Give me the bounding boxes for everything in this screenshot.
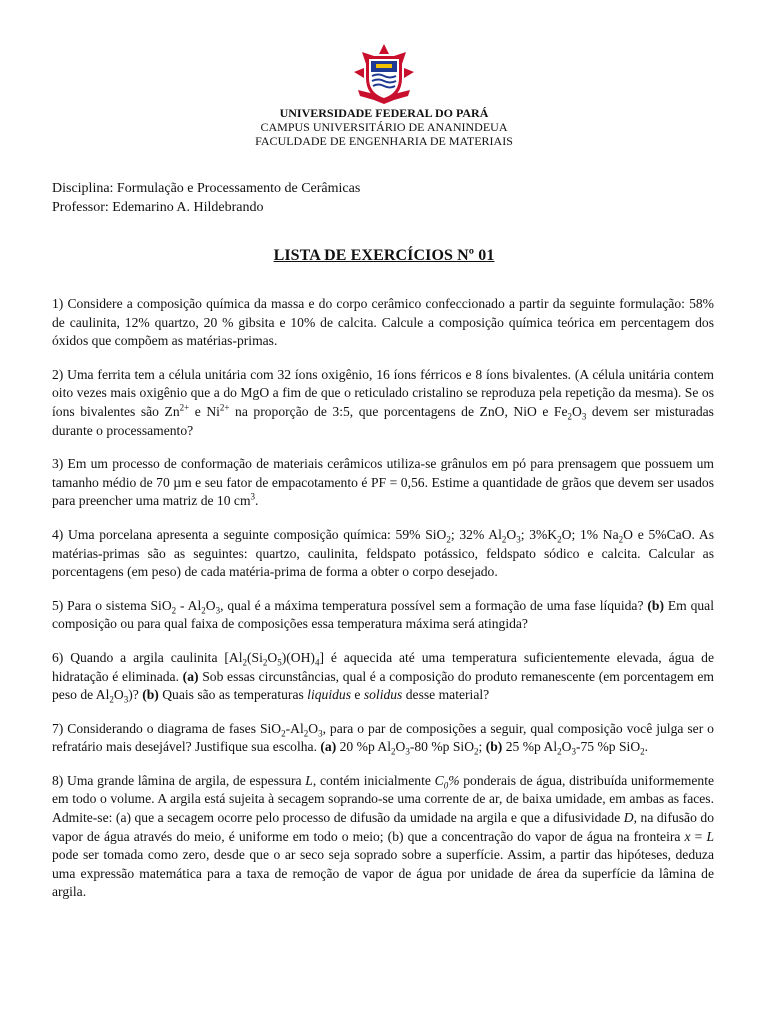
exercise-text: )(OH) (281, 649, 315, 665)
exercise-text: )? (128, 687, 143, 703)
campus-name: CAMPUS UNIVERSITÁRIO DE ANANINDEUA (260, 120, 508, 134)
exercise-text: . (255, 493, 259, 509)
exercise-text: , contém inicialmente (312, 772, 435, 788)
exercise-text: 3 (250, 491, 256, 502)
exercise-text: = (690, 828, 707, 844)
exercise-text: 2 (618, 534, 624, 545)
exercise-text: ponderais de água, distribuída uniformemente em todo o volume. A argila está sujeita à secagem soprando-se uma corrente de ar, de baixa umidade, em ambas as faces. Admite-se: (a) que a secagem ocorre pelo processo de difusão da umidade na argila e que a difusividade (52, 772, 715, 826)
exercise-text: O (506, 526, 517, 542)
exercise-text: 3 (123, 694, 129, 705)
exercise-text: Sob essas circunstâncias, qual é a composição do produto remanescente (em porcentagem em peso de Al (52, 668, 714, 703)
professor-line: Professor: Edemarino A. Hildebrando (52, 200, 264, 215)
exercise-text: -Al (285, 720, 304, 736)
exercise-text: solidus (363, 687, 403, 703)
exercise-text: 2 (171, 605, 177, 616)
exercise-text: 2 (242, 657, 248, 668)
page-title: LISTA DE EXERCÍCIOS Nº 01 (273, 247, 495, 264)
exercise-text: ] é aquecida até uma temperatura suficientemente elevada, água de hidratação é eliminada. (52, 649, 714, 684)
exercise-text: 2 (201, 605, 206, 616)
faculty-name: FACULDADE DE ENGENHARIA DE MATERIAIS (255, 134, 513, 148)
exercise-text: ; 3%K (520, 526, 558, 542)
exercise-text: 25 %p Al (502, 739, 558, 755)
exercise-text: e (350, 687, 364, 703)
exercise-text: 3) Em um processo de conformação de materiais cerâmicos utiliza-se grânulos em pó para prensagem que possuem um tamanho médio de 70 µm e seu fator de empacotamento é PF = 0,56. Estime a quantidade de grãos que devem ser usados para preencher uma matriz de 10 cm (52, 456, 714, 509)
exercise-text: D (623, 810, 634, 826)
exercise-text: 3 (405, 747, 410, 757)
exercise-text: Em qual composição ou para qual faixa de composições essa temperatura máxima será atingida? (52, 597, 714, 632)
exercise-text: pode ser tomada como zero, desde que o ar seco seja soprado sobre a superfície. Assim, a partir das hipóteses, deduza uma expressão matemática para a taxa de remoção de vapor de água por unidade de área da superfície da lâmina de argila. (52, 847, 714, 900)
exercise-text: 7) Considerando o diagrama de fases SiO (52, 720, 282, 736)
exercise-text: L (305, 772, 313, 788)
exercise-text: O (308, 720, 319, 736)
exercise-text: 2 (474, 747, 479, 757)
exercise-text: O (205, 597, 216, 613)
exercise-text: devem ser misturadas durante o processamento? (52, 403, 714, 438)
exercise-text: , para o par de composições a seguir, qual composição você julga ser o refratário mais desejável? Justifique sua escolha. (52, 720, 714, 755)
exercise-text: O (561, 739, 572, 755)
exercise-text: 3 (215, 605, 221, 616)
exercise-text: 2+ (219, 402, 230, 413)
exercise-text: 2 (557, 534, 562, 545)
exercise-text: 20 %p Al (336, 739, 391, 755)
discipline-line: Disciplina: Formulação e Processamento de Cerâmicas (52, 181, 361, 196)
exercise-text: ; (478, 739, 486, 755)
exercise-item (52, 597, 714, 634)
exercise-text: O (113, 687, 124, 703)
exercise-text: , na difusão do vapor de água através do meio, é uniforme em todo o meio; (b) que a concentração do vapor de água na fronteira (52, 810, 714, 844)
exercise-text: 2 (391, 747, 396, 757)
exercise-text: 2 (557, 747, 562, 757)
exercise-text: na proporção de 3:5, que porcentagens de ZnO, NiO e Fe (229, 403, 568, 419)
exercise-item (52, 366, 714, 440)
exercise-text: -75 %p SiO (575, 739, 641, 755)
exercise-text: -80 %p SiO (409, 739, 475, 755)
exercise-text: 2 (640, 747, 645, 757)
exercise-text: 0 (443, 780, 449, 791)
exercise-text: 2 (262, 657, 268, 668)
exercise-text: 2 (567, 411, 573, 422)
exercise-text: 6) Quando a argila caulinita [Al (52, 649, 243, 665)
university-name: UNIVERSIDADE FEDERAL DO PARÁ (279, 106, 489, 120)
exercise-text: 1) Considere a composição química da massa e do corpo cerâmico confeccionado a partir da seguinte formulação: 58% de caulinita, 12% quartzo, 20 % gibsita e 10% de calcita. Calcule a composição química teórica em percentagem dos óxidos que compõem as matérias-primas. (52, 296, 714, 349)
exercise-item (52, 455, 714, 511)
exercise-item (52, 295, 714, 351)
exercise-text: 2) Uma ferrita tem a célula unitária com 32 íons oxigênio, 16 íons férricos e 8 íons bivalentes. (A célula unitária contem oito vezes mais oxigênio que a do MgO a fim de que o reticulado cristalino se reproduza pela repetição da mesma). Se os íons bivalentes são Zn (52, 366, 714, 419)
exercise-text: 3 (516, 534, 521, 545)
exercise-text: O (395, 739, 406, 755)
exercise-item (52, 720, 714, 757)
exercise-text: 2 (281, 728, 286, 739)
exercise-item (52, 772, 714, 902)
exercise-text: 2+ (179, 402, 190, 413)
exercise-text: ; 32% Al (450, 526, 502, 542)
exercise-text: C (434, 772, 444, 788)
exercise-text: 3 (581, 411, 587, 422)
exercise-text: 4 (314, 657, 320, 668)
exercise-text: 2 (303, 728, 309, 739)
exercise-text: 2 (446, 534, 451, 545)
exercise-text: . (644, 739, 649, 755)
exercise-text: (a) (182, 668, 199, 684)
exercise-text: e Ni (189, 403, 220, 419)
exercise-text: Quais são as temperaturas (158, 687, 308, 703)
exercise-text: O; 1% Na (561, 526, 619, 542)
exercise-text: (Si (247, 649, 263, 665)
institution-header (0, 106, 768, 148)
exercise-text: desse material? (402, 687, 490, 703)
exercise-text: 5) Para o sistema SiO (52, 597, 172, 613)
exercise-text: O e 5%CaO. As matérias-primas são as seguintes: quartzo, caulinita, feldspato potássico, feldspato sódico e calcita. Calcular as porcentagens (em peso) de cada matéria-prima de forma a obter o corpo desejado. (52, 526, 714, 580)
exercise-text: - Al (176, 597, 202, 613)
exercise-text: L (706, 828, 714, 844)
exercise-text: (b) (485, 739, 503, 755)
university-seal-icon (352, 44, 416, 104)
exercise-text: % (448, 772, 460, 788)
exercise-text: 3 (318, 728, 323, 739)
exercise-text: , qual é a máxima temperatura possível sem a formação de uma fase líquida? (220, 597, 648, 613)
exercise-text: (b) (647, 597, 664, 613)
exercise-text: 2 (501, 534, 507, 545)
exercise-text: liquidus (307, 687, 351, 703)
exercise-text: O (267, 649, 278, 665)
exercise-text: 4) Uma porcelana apresenta a seguinte composição química: 59% SiO (52, 526, 447, 542)
exercise-text: 5 (277, 657, 282, 668)
exercise-text: (b) (142, 687, 159, 703)
course-info (52, 179, 360, 217)
exercise-list (52, 295, 714, 917)
exercise-item (52, 649, 714, 705)
exercise-item (52, 526, 714, 582)
exercise-text: 8) Uma grande lâmina de argila, de espessura (52, 772, 306, 788)
exercise-text: 2 (109, 694, 114, 705)
exercise-text: O (572, 403, 582, 419)
exercise-text: 3 (571, 747, 576, 757)
exercise-text: x (684, 828, 691, 844)
exercise-text: (a) (320, 739, 337, 755)
